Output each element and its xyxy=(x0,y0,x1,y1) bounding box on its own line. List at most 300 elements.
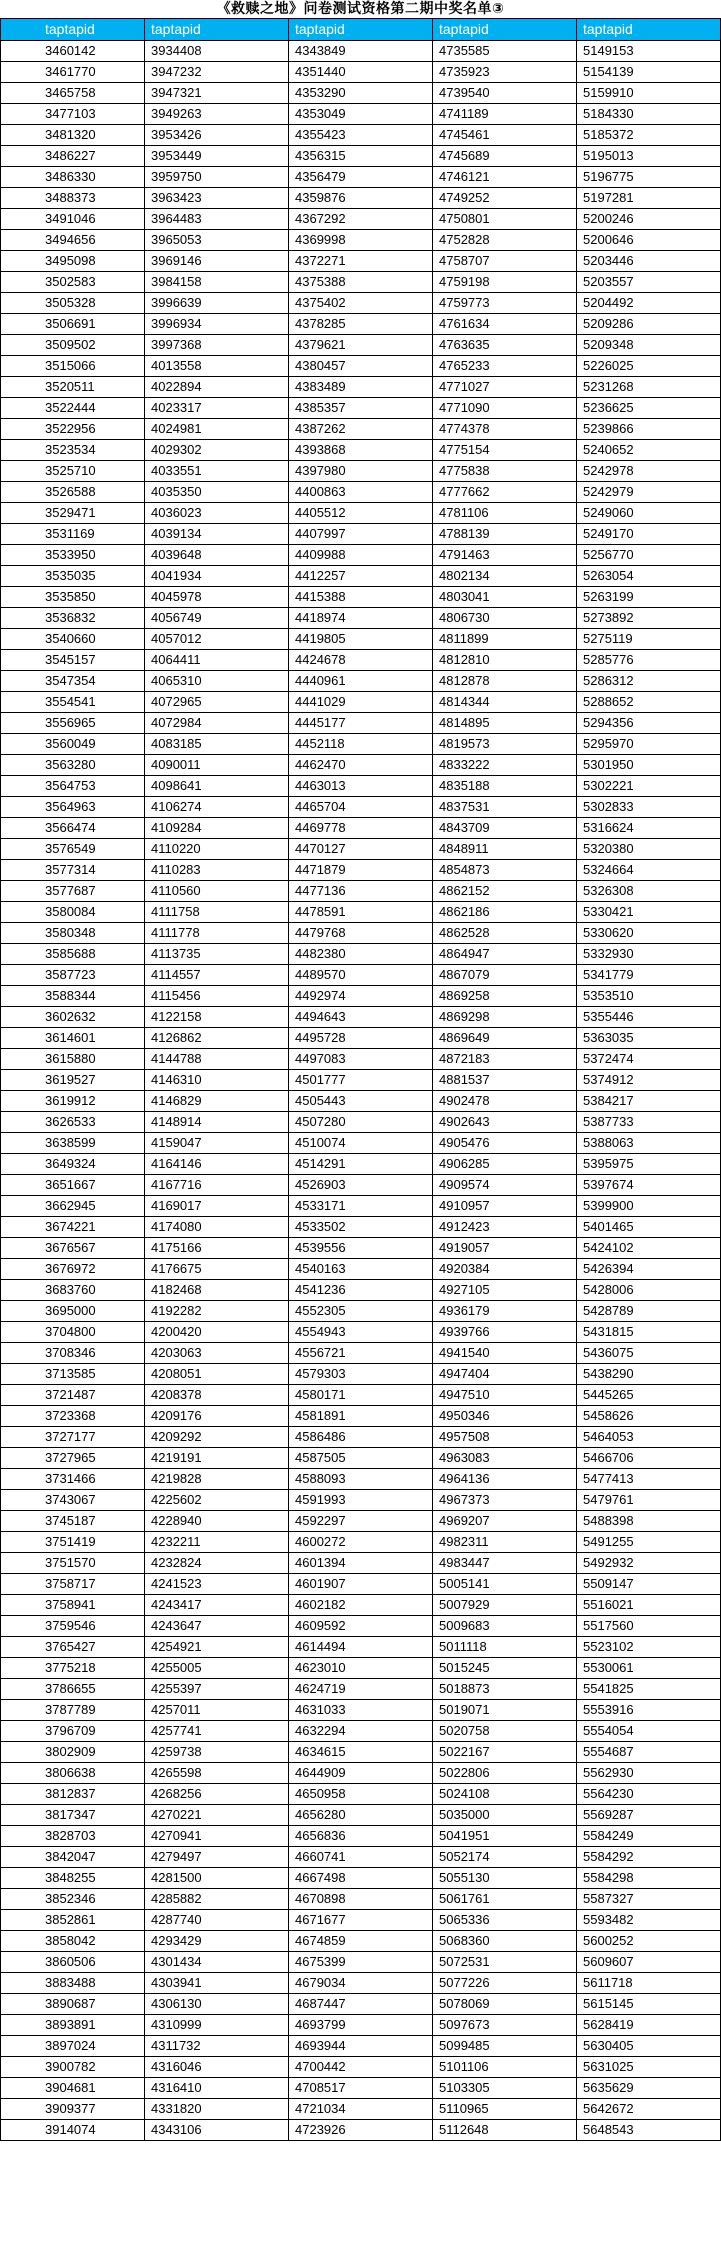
table-row xyxy=(1,314,721,335)
taptapid-cell: 3683760 xyxy=(1,1280,145,1301)
taptapid-cell: 4862152 xyxy=(433,881,577,902)
taptapid-cell: 4660741 xyxy=(289,1847,433,1868)
taptapid-cell: 4397980 xyxy=(289,461,433,482)
taptapid-cell: 5554054 xyxy=(577,1721,721,1742)
table-row xyxy=(1,1742,721,1763)
taptapid-cell: 5022167 xyxy=(433,1742,577,1763)
taptapid-cell: 4581891 xyxy=(289,1406,433,1427)
taptapid-cell: 5078069 xyxy=(433,1994,577,2015)
taptapid-cell: 4791463 xyxy=(433,545,577,566)
taptapid-cell: 4445177 xyxy=(289,713,433,734)
table-row xyxy=(1,2036,721,2057)
taptapid-cell: 4144788 xyxy=(145,1049,289,1070)
taptapid-cell: 4781106 xyxy=(433,503,577,524)
taptapid-cell: 3914074 xyxy=(1,2120,145,2141)
taptapid-cell: 3858042 xyxy=(1,1931,145,1952)
table-row xyxy=(1,1196,721,1217)
table-row xyxy=(1,1091,721,1112)
table-row xyxy=(1,461,721,482)
table-row xyxy=(1,2057,721,2078)
taptapid-cell: 4837531 xyxy=(433,797,577,818)
taptapid-cell: 5611718 xyxy=(577,1973,721,1994)
taptapid-cell: 3531169 xyxy=(1,524,145,545)
taptapid-cell: 4023317 xyxy=(145,398,289,419)
table-row xyxy=(1,797,721,818)
taptapid-cell: 4452118 xyxy=(289,734,433,755)
taptapid-cell: 4601907 xyxy=(289,1574,433,1595)
table-row xyxy=(1,293,721,314)
taptapid-cell: 4164146 xyxy=(145,1154,289,1175)
taptapid-cell: 4039134 xyxy=(145,524,289,545)
taptapid-cell: 3588344 xyxy=(1,986,145,1007)
taptapid-cell: 4471879 xyxy=(289,860,433,881)
taptapid-cell: 4533502 xyxy=(289,1217,433,1238)
taptapid-cell: 4369998 xyxy=(289,230,433,251)
taptapid-cell: 5204492 xyxy=(577,293,721,314)
taptapid-cell: 4494643 xyxy=(289,1007,433,1028)
taptapid-cell: 4241523 xyxy=(145,1574,289,1595)
taptapid-cell: 3522444 xyxy=(1,398,145,419)
taptapid-cell: 4110283 xyxy=(145,860,289,881)
taptapid-cell: 3745187 xyxy=(1,1511,145,1532)
taptapid-cell: 3564753 xyxy=(1,776,145,797)
taptapid-cell: 4775154 xyxy=(433,440,577,461)
taptapid-cell: 4670898 xyxy=(289,1889,433,1910)
taptapid-cell: 4867079 xyxy=(433,965,577,986)
taptapid-cell: 3545157 xyxy=(1,650,145,671)
taptapid-cell: 4909574 xyxy=(433,1175,577,1196)
table-row xyxy=(1,1427,721,1448)
taptapid-cell: 3758941 xyxy=(1,1595,145,1616)
taptapid-cell: 4407997 xyxy=(289,524,433,545)
taptapid-cell: 5428789 xyxy=(577,1301,721,1322)
taptapid-cell: 5288652 xyxy=(577,692,721,713)
taptapid-cell: 4039648 xyxy=(145,545,289,566)
taptapid-cell: 5372474 xyxy=(577,1049,721,1070)
taptapid-cell: 5196775 xyxy=(577,167,721,188)
taptapid-cell: 4819573 xyxy=(433,734,577,755)
taptapid-cell: 5197281 xyxy=(577,188,721,209)
taptapid-cell: 3580084 xyxy=(1,902,145,923)
table-row xyxy=(1,188,721,209)
taptapid-cell: 4983447 xyxy=(433,1553,577,1574)
taptapid-cell: 3577314 xyxy=(1,860,145,881)
taptapid-cell: 4745461 xyxy=(433,125,577,146)
taptapid-cell: 5256770 xyxy=(577,545,721,566)
table-row xyxy=(1,965,721,986)
taptapid-cell: 4375388 xyxy=(289,272,433,293)
taptapid-cell: 4041934 xyxy=(145,566,289,587)
taptapid-cell: 4098641 xyxy=(145,776,289,797)
taptapid-cell: 3481320 xyxy=(1,125,145,146)
taptapid-cell: 4146829 xyxy=(145,1091,289,1112)
table-row xyxy=(1,377,721,398)
taptapid-cell: 4906285 xyxy=(433,1154,577,1175)
taptapid-cell: 4400863 xyxy=(289,482,433,503)
table-row xyxy=(1,1721,721,1742)
taptapid-cell: 3540660 xyxy=(1,629,145,650)
taptapid-cell: 5530061 xyxy=(577,1658,721,1679)
table-row xyxy=(1,104,721,125)
taptapid-cell: 4602182 xyxy=(289,1595,433,1616)
taptapid-cell: 4065310 xyxy=(145,671,289,692)
taptapid-cell: 5061761 xyxy=(433,1889,577,1910)
table-row xyxy=(1,1637,721,1658)
taptapid-cell: 4739540 xyxy=(433,83,577,104)
taptapid-cell: 3523534 xyxy=(1,440,145,461)
taptapid-cell: 4259738 xyxy=(145,1742,289,1763)
table-row xyxy=(1,1910,721,1931)
taptapid-cell: 3626533 xyxy=(1,1112,145,1133)
taptapid-cell: 5263054 xyxy=(577,566,721,587)
taptapid-cell: 3506691 xyxy=(1,314,145,335)
table-row xyxy=(1,734,721,755)
taptapid-cell: 3828703 xyxy=(1,1826,145,1847)
taptapid-cell: 5018873 xyxy=(433,1679,577,1700)
taptapid-cell: 5020758 xyxy=(433,1721,577,1742)
table-row xyxy=(1,398,721,419)
taptapid-cell: 4477136 xyxy=(289,881,433,902)
taptapid-cell: 4609592 xyxy=(289,1616,433,1637)
taptapid-cell: 4526903 xyxy=(289,1175,433,1196)
taptapid-cell: 4035350 xyxy=(145,482,289,503)
taptapid-cell: 5015245 xyxy=(433,1658,577,1679)
taptapid-cell: 4353049 xyxy=(289,104,433,125)
taptapid-cell: 4912423 xyxy=(433,1217,577,1238)
taptapid-cell: 5110965 xyxy=(433,2099,577,2120)
taptapid-cell: 4881537 xyxy=(433,1070,577,1091)
taptapid-cell: 5584298 xyxy=(577,1868,721,1889)
taptapid-cell: 4255397 xyxy=(145,1679,289,1700)
taptapid-cell: 4812878 xyxy=(433,671,577,692)
taptapid-cell: 5077226 xyxy=(433,1973,577,1994)
taptapid-cell: 5326308 xyxy=(577,881,721,902)
taptapid-cell: 4902643 xyxy=(433,1112,577,1133)
taptapid-cell: 4167716 xyxy=(145,1175,289,1196)
taptapid-cell: 4441029 xyxy=(289,692,433,713)
taptapid-cell: 4919057 xyxy=(433,1238,577,1259)
taptapid-cell: 5239866 xyxy=(577,419,721,440)
table-row xyxy=(1,1343,721,1364)
taptapid-cell: 3806638 xyxy=(1,1763,145,1784)
taptapid-cell: 4279497 xyxy=(145,1847,289,1868)
taptapid-cell: 5388063 xyxy=(577,1133,721,1154)
taptapid-cell: 4219191 xyxy=(145,1448,289,1469)
taptapid-cell: 5052174 xyxy=(433,1847,577,1868)
taptapid-cell: 4285882 xyxy=(145,1889,289,1910)
taptapid-cell: 4029302 xyxy=(145,440,289,461)
taptapid-cell: 3758717 xyxy=(1,1574,145,1595)
taptapid-cell: 4470127 xyxy=(289,839,433,860)
taptapid-cell: 5285776 xyxy=(577,650,721,671)
taptapid-cell: 5209286 xyxy=(577,314,721,335)
taptapid-cell: 3953426 xyxy=(145,125,289,146)
taptapid-cell: 5035000 xyxy=(433,1805,577,1826)
table-row xyxy=(1,1532,721,1553)
taptapid-cell: 4750801 xyxy=(433,209,577,230)
taptapid-cell: 3577687 xyxy=(1,881,145,902)
taptapid-cell: 4634615 xyxy=(289,1742,433,1763)
taptapid-cell: 4045978 xyxy=(145,587,289,608)
taptapid-cell: 3615880 xyxy=(1,1049,145,1070)
taptapid-cell: 3614601 xyxy=(1,1028,145,1049)
taptapid-cell: 5355446 xyxy=(577,1007,721,1028)
taptapid-cell: 5295970 xyxy=(577,734,721,755)
taptapid-cell: 4905476 xyxy=(433,1133,577,1154)
taptapid-cell: 4122158 xyxy=(145,1007,289,1028)
taptapid-cell: 3786655 xyxy=(1,1679,145,1700)
taptapid-cell: 5072531 xyxy=(433,1952,577,1973)
taptapid-cell: 4424678 xyxy=(289,650,433,671)
table-row xyxy=(1,1322,721,1343)
taptapid-cell: 3996934 xyxy=(145,314,289,335)
taptapid-cell: 4745689 xyxy=(433,146,577,167)
taptapid-cell: 4440961 xyxy=(289,671,433,692)
taptapid-cell: 5426394 xyxy=(577,1259,721,1280)
taptapid-cell: 4375402 xyxy=(289,293,433,314)
taptapid-cell: 4243417 xyxy=(145,1595,289,1616)
taptapid-cell: 3969146 xyxy=(145,251,289,272)
table-row xyxy=(1,41,721,62)
taptapid-cell: 5491255 xyxy=(577,1532,721,1553)
taptapid-cell: 3909377 xyxy=(1,2099,145,2120)
taptapid-cell: 3704800 xyxy=(1,1322,145,1343)
taptapid-cell: 4588093 xyxy=(289,1469,433,1490)
table-row xyxy=(1,1994,721,2015)
taptapid-cell: 4679034 xyxy=(289,1973,433,1994)
taptapid-cell: 4964136 xyxy=(433,1469,577,1490)
taptapid-cell: 5384217 xyxy=(577,1091,721,1112)
taptapid-cell: 3947321 xyxy=(145,83,289,104)
taptapid-cell: 5009683 xyxy=(433,1616,577,1637)
table-row xyxy=(1,356,721,377)
taptapid-cell: 4869258 xyxy=(433,986,577,1007)
taptapid-cell: 4939766 xyxy=(433,1322,577,1343)
taptapid-cell: 5249060 xyxy=(577,503,721,524)
taptapid-cell: 4343106 xyxy=(145,2120,289,2141)
taptapid-cell: 4510074 xyxy=(289,1133,433,1154)
table-row xyxy=(1,1973,721,1994)
taptapid-cell: 4465704 xyxy=(289,797,433,818)
taptapid-cell: 4806730 xyxy=(433,608,577,629)
taptapid-cell: 3897024 xyxy=(1,2036,145,2057)
table-row xyxy=(1,83,721,104)
taptapid-cell: 5353510 xyxy=(577,986,721,1007)
taptapid-cell: 5466706 xyxy=(577,1448,721,1469)
table-row xyxy=(1,587,721,608)
taptapid-cell: 4947510 xyxy=(433,1385,577,1406)
taptapid-cell: 3848255 xyxy=(1,1868,145,1889)
taptapid-cell: 5562930 xyxy=(577,1763,721,1784)
taptapid-cell: 5236625 xyxy=(577,398,721,419)
taptapid-cell: 4902478 xyxy=(433,1091,577,1112)
taptapid-cell: 3460142 xyxy=(1,41,145,62)
taptapid-cell: 4957508 xyxy=(433,1427,577,1448)
taptapid-cell: 3883488 xyxy=(1,1973,145,1994)
taptapid-cell: 4763635 xyxy=(433,335,577,356)
taptapid-cell: 4176675 xyxy=(145,1259,289,1280)
column-header: taptapid xyxy=(289,19,433,41)
taptapid-cell: 4343849 xyxy=(289,41,433,62)
taptapid-cell: 4656836 xyxy=(289,1826,433,1847)
table-row xyxy=(1,545,721,566)
taptapid-cell: 5397674 xyxy=(577,1175,721,1196)
taptapid-cell: 5065336 xyxy=(433,1910,577,1931)
taptapid-cell: 3812837 xyxy=(1,1784,145,1805)
taptapid-cell: 4854873 xyxy=(433,860,577,881)
taptapid-cell: 4656280 xyxy=(289,1805,433,1826)
taptapid-cell: 3796709 xyxy=(1,1721,145,1742)
table-row xyxy=(1,2015,721,2036)
taptapid-cell: 4380457 xyxy=(289,356,433,377)
taptapid-cell: 3520511 xyxy=(1,377,145,398)
taptapid-cell: 5516021 xyxy=(577,1595,721,1616)
taptapid-cell: 5464053 xyxy=(577,1427,721,1448)
taptapid-cell: 4359876 xyxy=(289,188,433,209)
taptapid-cell: 3563280 xyxy=(1,755,145,776)
taptapid-cell: 4788139 xyxy=(433,524,577,545)
taptapid-cell: 5488398 xyxy=(577,1511,721,1532)
table-row xyxy=(1,1049,721,1070)
taptapid-cell: 3674221 xyxy=(1,1217,145,1238)
taptapid-cell: 5564230 xyxy=(577,1784,721,1805)
taptapid-cell: 4387262 xyxy=(289,419,433,440)
taptapid-cell: 4083185 xyxy=(145,734,289,755)
taptapid-cell: 3585688 xyxy=(1,944,145,965)
taptapid-cell: 4761634 xyxy=(433,314,577,335)
table-row xyxy=(1,1952,721,1973)
taptapid-cell: 5600252 xyxy=(577,1931,721,1952)
taptapid-cell: 3852861 xyxy=(1,1910,145,1931)
taptapid-cell: 3860506 xyxy=(1,1952,145,1973)
taptapid-cell: 5200646 xyxy=(577,230,721,251)
taptapid-cell: 4056749 xyxy=(145,608,289,629)
taptapid-cell: 4126862 xyxy=(145,1028,289,1049)
taptapid-cell: 4777662 xyxy=(433,482,577,503)
taptapid-cell: 5387733 xyxy=(577,1112,721,1133)
taptapid-cell: 3529471 xyxy=(1,503,145,524)
taptapid-cell: 5011118 xyxy=(433,1637,577,1658)
taptapid-cell: 3535850 xyxy=(1,587,145,608)
taptapid-cell: 5041951 xyxy=(433,1826,577,1847)
taptapid-cell: 5363035 xyxy=(577,1028,721,1049)
taptapid-cell: 5154139 xyxy=(577,62,721,83)
taptapid-cell: 5240652 xyxy=(577,440,721,461)
table-row xyxy=(1,1280,721,1301)
taptapid-cell: 3509502 xyxy=(1,335,145,356)
table-row xyxy=(1,1847,721,1868)
taptapid-cell: 5159910 xyxy=(577,83,721,104)
taptapid-cell: 5330421 xyxy=(577,902,721,923)
taptapid-cell: 3651667 xyxy=(1,1175,145,1196)
table-row xyxy=(1,1490,721,1511)
table-row xyxy=(1,839,721,860)
taptapid-cell: 4802134 xyxy=(433,566,577,587)
table-row xyxy=(1,1175,721,1196)
taptapid-cell: 3505328 xyxy=(1,293,145,314)
taptapid-cell: 4057012 xyxy=(145,629,289,650)
taptapid-cell: 3775218 xyxy=(1,1658,145,1679)
taptapid-cell: 3984158 xyxy=(145,272,289,293)
taptapid-cell: 4303941 xyxy=(145,1973,289,1994)
taptapid-cell: 3547354 xyxy=(1,671,145,692)
taptapid-cell: 4843709 xyxy=(433,818,577,839)
taptapid-cell: 3494656 xyxy=(1,230,145,251)
taptapid-cell: 4110220 xyxy=(145,839,289,860)
table-row xyxy=(1,1259,721,1280)
taptapid-cell: 4169017 xyxy=(145,1196,289,1217)
taptapid-cell: 5424102 xyxy=(577,1238,721,1259)
taptapid-cell: 3491046 xyxy=(1,209,145,230)
taptapid-cell: 4372271 xyxy=(289,251,433,272)
table-row xyxy=(1,146,721,167)
taptapid-cell: 4586486 xyxy=(289,1427,433,1448)
column-header: taptapid xyxy=(577,19,721,41)
taptapid-cell: 5101106 xyxy=(433,2057,577,2078)
taptapid-cell: 3535035 xyxy=(1,566,145,587)
table-row xyxy=(1,1028,721,1049)
taptapid-cell: 3649324 xyxy=(1,1154,145,1175)
taptapid-cell: 4310999 xyxy=(145,2015,289,2036)
taptapid-cell: 3842047 xyxy=(1,1847,145,1868)
taptapid-cell: 5019071 xyxy=(433,1700,577,1721)
taptapid-cell: 4592297 xyxy=(289,1511,433,1532)
taptapid-cell: 4541236 xyxy=(289,1280,433,1301)
taptapid-cell: 4587505 xyxy=(289,1448,433,1469)
taptapid-cell: 4243647 xyxy=(145,1616,289,1637)
taptapid-cell: 4927105 xyxy=(433,1280,577,1301)
taptapid-cell: 4492974 xyxy=(289,986,433,1007)
taptapid-cell: 4393868 xyxy=(289,440,433,461)
taptapid-cell: 4072984 xyxy=(145,713,289,734)
taptapid-cell: 4200420 xyxy=(145,1322,289,1343)
table-row xyxy=(1,1700,721,1721)
table-row xyxy=(1,1931,721,1952)
table-row xyxy=(1,1868,721,1889)
taptapid-cell: 4591993 xyxy=(289,1490,433,1511)
taptapid-cell: 4301434 xyxy=(145,1952,289,1973)
table-row xyxy=(1,251,721,272)
taptapid-cell: 5324664 xyxy=(577,860,721,881)
taptapid-cell: 4257011 xyxy=(145,1700,289,1721)
taptapid-cell: 3723368 xyxy=(1,1406,145,1427)
taptapid-cell: 3900782 xyxy=(1,2057,145,2078)
taptapid-cell: 4950346 xyxy=(433,1406,577,1427)
taptapid-cell: 5609607 xyxy=(577,1952,721,1973)
table-row xyxy=(1,1553,721,1574)
table-row xyxy=(1,1238,721,1259)
taptapid-cell: 4463013 xyxy=(289,776,433,797)
taptapid-cell: 4803041 xyxy=(433,587,577,608)
taptapid-cell: 5022806 xyxy=(433,1763,577,1784)
taptapid-cell: 4963083 xyxy=(433,1448,577,1469)
table-row xyxy=(1,1784,721,1805)
taptapid-cell: 4109284 xyxy=(145,818,289,839)
taptapid-cell: 5249170 xyxy=(577,524,721,545)
taptapid-cell: 3893891 xyxy=(1,2015,145,2036)
table-row xyxy=(1,272,721,293)
taptapid-cell: 5374912 xyxy=(577,1070,721,1091)
taptapid-cell: 5554687 xyxy=(577,1742,721,1763)
table-row xyxy=(1,860,721,881)
taptapid-cell: 4600272 xyxy=(289,1532,433,1553)
taptapid-cell: 4415388 xyxy=(289,587,433,608)
table-row xyxy=(1,1469,721,1490)
table-row xyxy=(1,1217,721,1238)
taptapid-cell: 4746121 xyxy=(433,167,577,188)
taptapid-cell: 4036023 xyxy=(145,503,289,524)
table-row xyxy=(1,881,721,902)
